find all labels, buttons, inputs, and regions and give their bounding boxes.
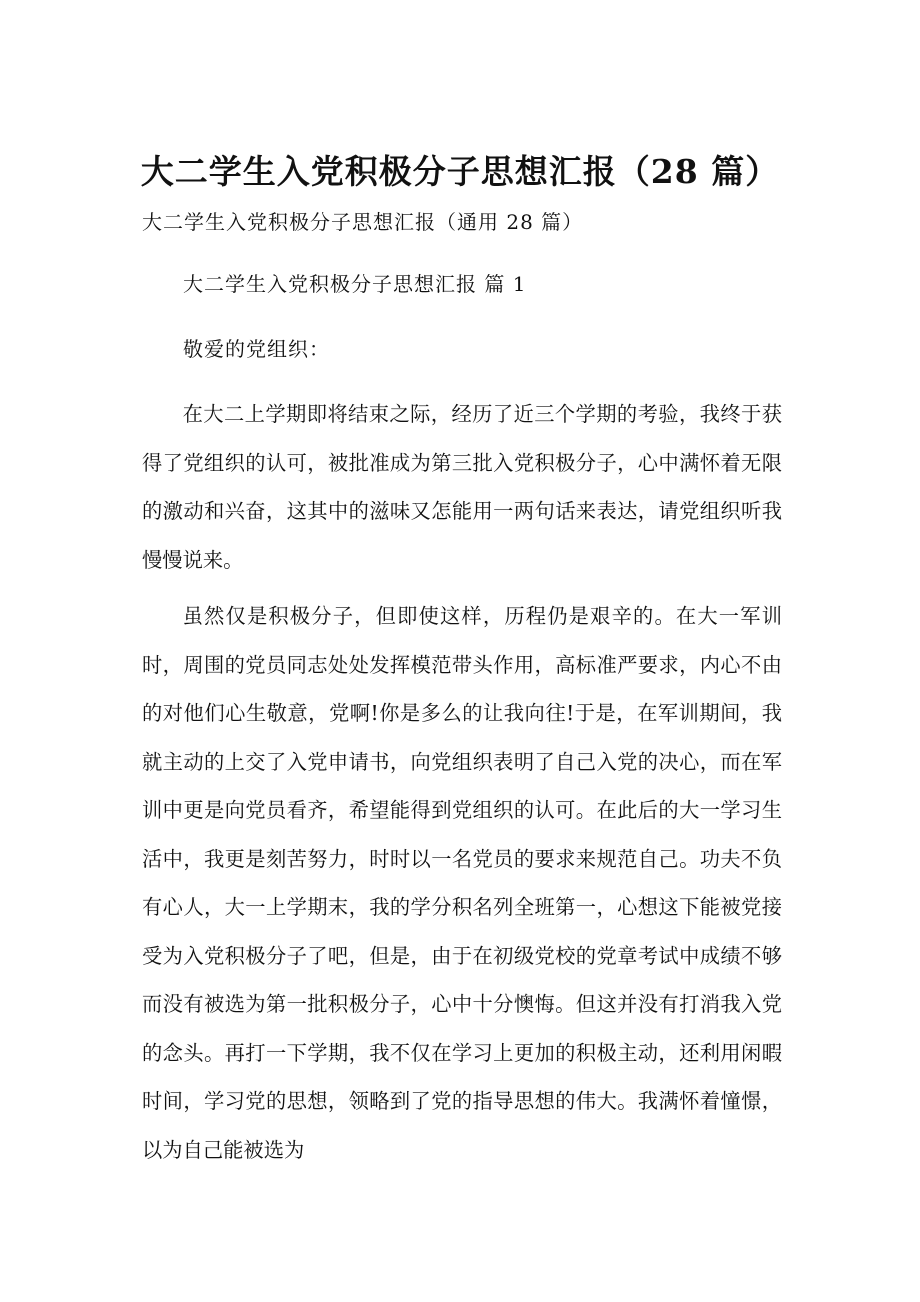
- paragraph: 在大二上学期即将结束之际，经历了近三个学期的考验，我终于获得了党组织的认可，被批准成为第三批入党积极分子，心中满怀着无限的激动和兴奋，这其中的滋味又怎能用一两句话来表达，请党组织听我慢慢说来。: [142, 402, 782, 572]
- section-heading: 大二学生入党积极分子思想汇报 篇 1: [183, 272, 527, 296]
- document-subtitle: 大二学生入党积极分子思想汇报（通用 28 篇）: [142, 210, 584, 234]
- paragraph: 虽然仅是积极分子，但即使这样，历程仍是艰辛的。在大一军训时，周围的党员同志处处发挥模范带头作用，高标准严要求，内心不由的对他们心生敬意，党啊!你是多么的让我向往!于是，在军训期间，我就主动的上交了入党申请书，向党组织表明了自己入党的决心，而在军训中更是向党员看齐，希望能得到党组织的认可。在此后的大一学习生活中，我更是刻苦努力，时时以一名党员的要求来规范自己。功夫不负有心人，大一上学期末，我的学分积名列全班第一，心想这下能被党接受为入党积极分子了吧，但是，由于在初级党校的党章考试中成绩不够而没有被选为第一批积极分子，心中十分懊悔。但这并没有打消我入党的念头。再打一下学期，我不仅在学习上更加的积极主动，还利用闲暇时间，学习党的思想，领略到了党的指导思想的伟大。我满怀着憧憬，以为自己能被选为: [142, 604, 782, 1162]
- salutation: 敬爱的党组织：: [183, 337, 330, 361]
- document-title: 大二学生入党积极分子思想汇报（28 篇）: [140, 152, 780, 191]
